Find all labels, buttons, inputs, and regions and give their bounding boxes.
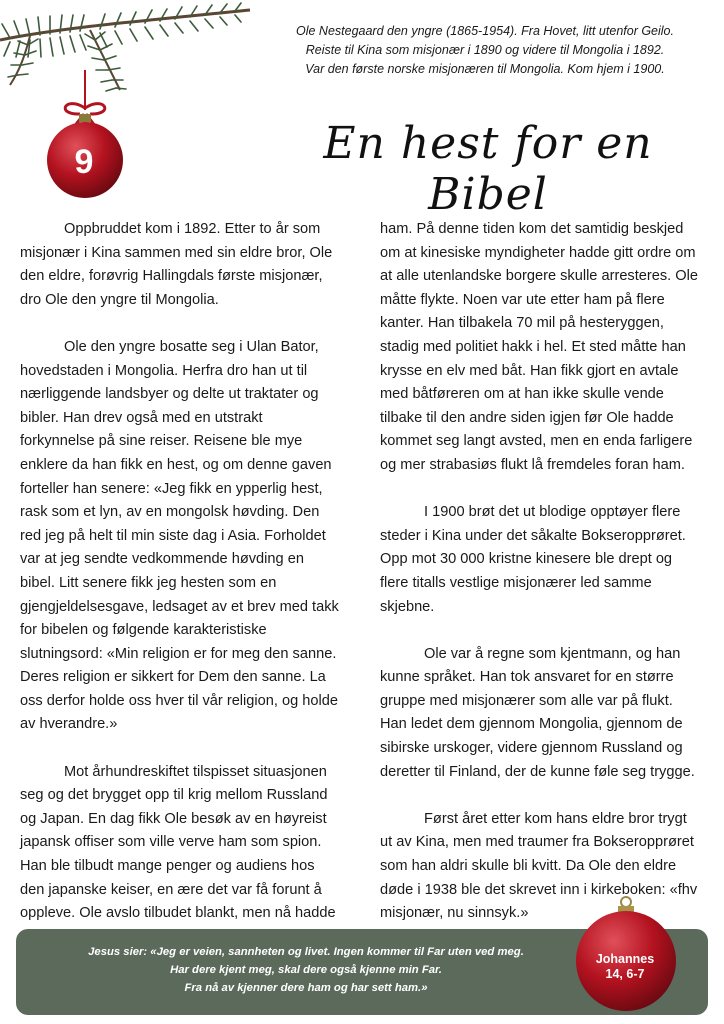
paragraph: Mot århundreskiftet tilspisset situasjonen seg og det brygget opp til krig mellom Russland og Japan. En dag fikk Ole besøk av en høyreist japansk offiser som ville verve ham som spion. Han ble tilbudt mange penger og audiens hos den japanske keiser, en ære det var få forunt å oppleve. Ole avslo tilbudet blankt, men nå hadde (20, 763, 336, 922)
page-title: En hest for en Bibel (323, 118, 653, 220)
intro-text (265, 22, 705, 79)
article-column-left (20, 218, 340, 973)
quote-line: Jesus sier: «Jeg er veien, sannheten og livet. Ingen kommer til Far uten ved meg. (88, 946, 524, 958)
bible-reference (582, 952, 668, 982)
paragraph: ham. På denne tiden kom det samtidig beskjed om at kinesiske myndigheter hadde gitt ordre om at alle utenlandske borgere skulle arresteres. Ole måtte flykte. Noen var ute etter ham på flere kanter. Han tilbakela 70 mil på hesteryggen, stadig med politiet hakk i hel. Et sted måtte han krysse en elv med båt. Han fikk gjort en avtale med båtføreren om at han ikke skulle vende tilbake til den andre siden igjen før Ole hadde kommet seg langt avsted, men en enda farligere og mer strabasiøs flukt lå fremdeles foran ham. (380, 221, 698, 473)
paragraph: Ole den yngre bosatte seg i Ulan Bator, hovedstaden i Mongolia. Herfra dro han ut til nærliggende landsbyer og delte ut traktater og bibler. Han drev også med en utstrakt forkynnelse på sine reiser. Reisene ble mye enklere da han fikk en hest, og om denne gaven forteller han senere: «Jeg fikk en ypperlig hest, rask som et lyn, av en mongolsk høvding. Den red jeg på helt til min siste dag i Asia. Forholdet var at jeg sendte vedkommende høvding en bibel. Litt senere fikk jeg hesten som en gjengjeldelsesgave, ledsaget av et brev med takk for bibelen og følgende karakteristiske slutningsord: «Min religion er for meg den sanne. Deres religion er sikkert for Dem den sanne. La oss derfor holde oss hver til vår religion, og holde av hverandre.» (20, 338, 339, 733)
article-column-right (380, 218, 700, 949)
paragraph: I 1900 brøt det ut blodige opptøyer flere steder i Kina under det såkalte Bokseropprøret. Opp mot 30 000 kristne kinesere ble drept og flere titalls vestlige misjonærer led samme skjebne. (380, 504, 686, 615)
intro-line: Reiste til Kina som misjonær i 1890 og videre til Mongolia i 1892. (305, 43, 665, 57)
intro-line: Var den første norske misjonæren til Mongolia. Kom hjem i 1900. (305, 62, 665, 76)
paragraph: Ole var å regne som kjentmann, og han kunne språket. Han tok ansvaret for en større gruppe med misjonærer som alle var på flukt. Han ledet dem gjennom Mongolia, gjennom de sibirske urskoger, videre gjennom Russland og deretter til Finland, der de kunne føle seg trygge. (380, 645, 695, 780)
reference-verse: 14, 6-7 (605, 967, 645, 981)
quote-line: Har dere kjent meg, skal dere også kjenne min Far. (170, 964, 442, 976)
quote-line: Fra nå av kjenner dere ham og har sett ham.» (184, 982, 428, 994)
day-number: 9 (74, 143, 94, 181)
footer-quote (46, 943, 566, 997)
pine-branch-illustration (0, 0, 260, 130)
reference-book: Johannes (595, 952, 655, 966)
intro-line: Ole Nestegaard den yngre (1865-1954). Fra Hovet, litt utenfor Geilo. (296, 24, 674, 38)
paragraph: Først året etter kom hans eldre bror trygt ut av Kina, men med traumer fra Bokseropprøret som han aldri skulle bli kvitt. Da Ole den eldre døde i 1938 ble det skrevet inn i kirkeboken: «fhv misjonær, nu sinnsyk.» (380, 810, 698, 922)
paragraph: Oppbruddet kom i 1892. Etter to år som misjonær i Kina sammen med sin eldre bror, Ole den eldre, forøvrig Hallingdals første misjonær, dro Ole den yngre til Mongolia. (20, 221, 333, 308)
